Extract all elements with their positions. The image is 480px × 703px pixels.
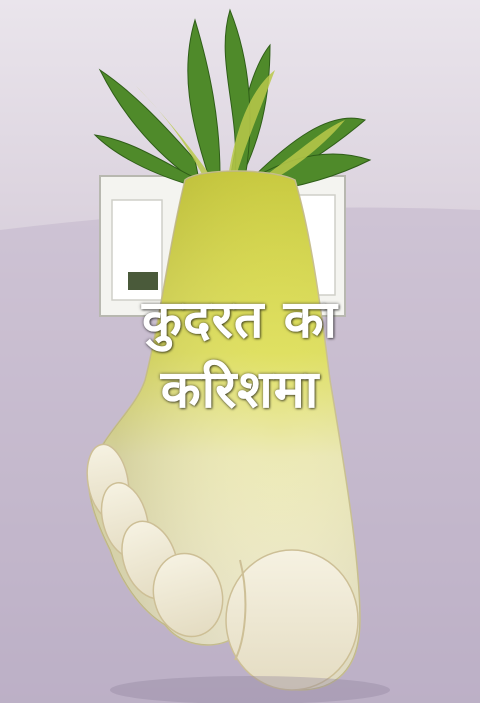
- caption-line-2: करिशमा: [160, 360, 320, 420]
- caption-line-1: कुदरत का: [142, 290, 338, 350]
